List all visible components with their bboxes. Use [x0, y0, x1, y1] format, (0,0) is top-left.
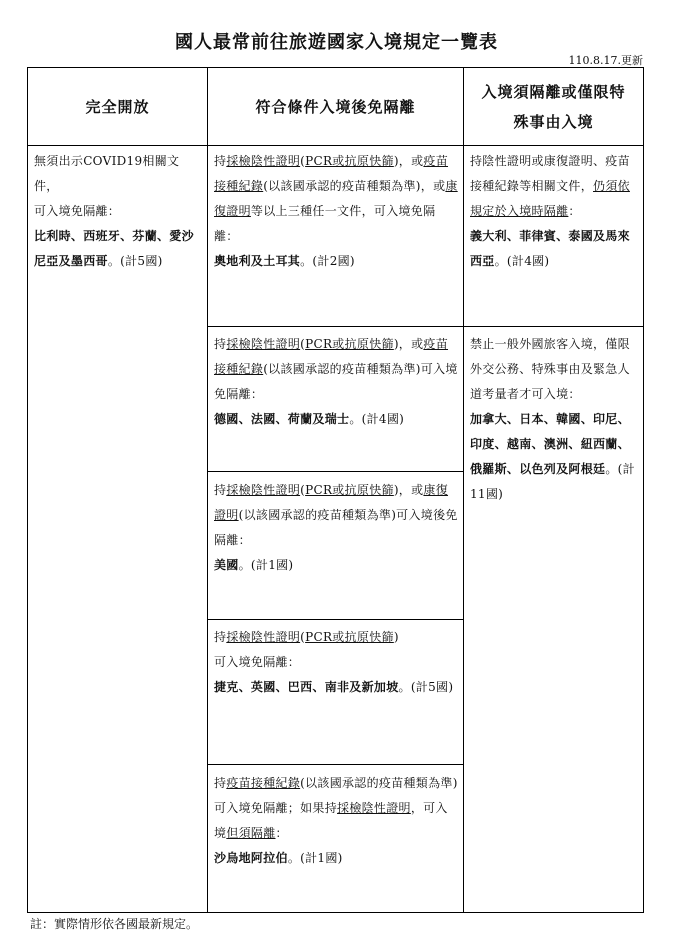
- cell-text: 持: [214, 483, 227, 497]
- country-count: 。(計4國): [494, 254, 550, 268]
- conditional-cell-czech-uk: [214, 625, 458, 700]
- header-line: 入境須隔離或僅限特: [481, 82, 626, 101]
- underlined-text: 疫苗接種紀錄: [214, 154, 449, 193]
- cell-text: (: [300, 154, 306, 168]
- country-list: 德國、法國、荷蘭及瑞士: [214, 412, 350, 426]
- country-list: 義大利、菲律賓、泰國及馬來西亞: [470, 229, 630, 268]
- conditional-cell-usa: [214, 478, 458, 578]
- country-count: 。(計1國): [238, 558, 294, 572]
- country-list: 比利時、西班牙、芬蘭、愛沙尼亞及墨西哥: [34, 229, 194, 268]
- cell-text: ：: [275, 826, 288, 840]
- cell-text: ): [393, 630, 399, 644]
- conditional-cell-austria-turkey: [214, 149, 458, 274]
- cell-text: (以該國承認的疫苗種類為準)可入境免隔離；如果持: [214, 776, 458, 815]
- cell-text: (: [300, 337, 306, 351]
- underlined-text: 採檢陰性證明: [226, 337, 301, 351]
- cell-text: (以該國承認的疫苗種類為準)，或: [263, 179, 446, 193]
- country-count: 。(計5國): [107, 254, 163, 268]
- cell-text: 可入境免隔離：: [34, 204, 121, 218]
- underlined-text: 採檢陰性證明: [226, 630, 301, 644]
- underlined-text: 但須隔離: [226, 826, 276, 840]
- fully-open-cell: [34, 149, 202, 274]
- underlined-text: PCR或抗原快篩: [305, 630, 394, 644]
- underlined-text: 疫苗接種紀錄: [226, 776, 301, 790]
- row-divider: [207, 619, 463, 620]
- underlined-text: PCR或抗原快篩: [305, 483, 394, 497]
- column-divider: [463, 68, 464, 912]
- header-divider: [28, 145, 643, 146]
- cell-text: (: [300, 630, 306, 644]
- page-title: 國人最常前往旅遊國家入境規定一覽表: [175, 32, 498, 53]
- cell-text: 等以上三種任一文件，可入境免隔離：: [214, 204, 436, 243]
- cell-text: 持: [214, 630, 227, 644]
- country-count: 。(計5國): [398, 680, 454, 694]
- cell-text: (: [300, 483, 306, 497]
- conditional-cell-saudi-arabia: [214, 771, 458, 871]
- underlined-text: PCR或抗原快篩: [305, 337, 394, 351]
- cell-text: )，或: [393, 337, 424, 351]
- cell-text: (以該國承認的疫苗種類為準)可入境免隔離：: [214, 362, 458, 401]
- underlined-text: 採檢陰性證明: [226, 154, 301, 168]
- underlined-text: 仍須依規定於入境時隔離: [470, 179, 630, 218]
- entry-rules-table: [27, 67, 644, 913]
- cell-text: ：: [568, 204, 581, 218]
- update-date: 110.8.17.更新: [568, 54, 643, 67]
- underlined-text: 康復證明: [214, 179, 458, 218]
- cell-text: 持: [214, 154, 227, 168]
- cell-text: )，或: [393, 483, 424, 497]
- cell-text: 無須出示COVID19相關文件，: [34, 154, 180, 193]
- country-count: 。(計1國): [287, 851, 343, 865]
- header-quarantine-or-restricted: [464, 68, 643, 145]
- conditional-cell-germany-france: [214, 332, 458, 432]
- country-count: 。(計11國): [470, 462, 635, 501]
- underlined-text: PCR或抗原快篩: [305, 154, 394, 168]
- row-divider: [207, 471, 463, 472]
- cell-text: )，或: [393, 154, 424, 168]
- footnote: 註：實際情形依各國最新規定。: [30, 917, 199, 931]
- underlined-text: 採檢陰性證明: [337, 801, 411, 815]
- header-fully-open: 完全開放: [85, 97, 150, 116]
- header-line: 殊事由入境: [513, 112, 594, 131]
- row-divider: [463, 326, 643, 327]
- cell-text: 持: [214, 776, 227, 790]
- row-divider: [207, 326, 463, 327]
- cell-text: ，可入境: [214, 801, 448, 840]
- underlined-text: 康復證明: [214, 483, 449, 522]
- cell-text: 持: [214, 337, 227, 351]
- underlined-text: 採檢陰性證明: [226, 483, 301, 497]
- country-list: 沙烏地阿拉伯: [214, 851, 288, 865]
- country-count: 。(計4國): [349, 412, 405, 426]
- cell-text: (以該國承認的疫苗種類為準)可入境後免隔離：: [214, 508, 458, 547]
- restricted-cell-canada-japan: [470, 332, 638, 507]
- country-list: 美國: [214, 558, 239, 572]
- country-list: 捷克、英國、巴西、南非及新加坡: [214, 680, 399, 694]
- country-list: 加拿大、日本、韓國、印尼、印度、越南、澳洲、紐西蘭、俄羅斯、以色列及阿根廷: [470, 412, 630, 476]
- cell-text: 持陰性證明或康復證明、疫苗接種紀錄等相關文件，: [470, 154, 630, 193]
- quarantine-cell-italy-philippines: [470, 149, 638, 274]
- row-divider: [207, 764, 463, 765]
- header-conditional-no-quarantine: 符合條件入境後免隔離: [255, 97, 416, 116]
- cell-text: 禁止一般外國旅客入境，僅限外交公務、特殊事由及緊急人道考量者才可入境：: [470, 337, 630, 401]
- column-divider: [207, 68, 208, 912]
- country-list: 奧地利及土耳其: [214, 254, 301, 268]
- underlined-text: 疫苗接種紀錄: [214, 337, 449, 376]
- country-count: 。(計2國): [300, 254, 355, 268]
- cell-text: 可入境免隔離：: [214, 655, 301, 669]
